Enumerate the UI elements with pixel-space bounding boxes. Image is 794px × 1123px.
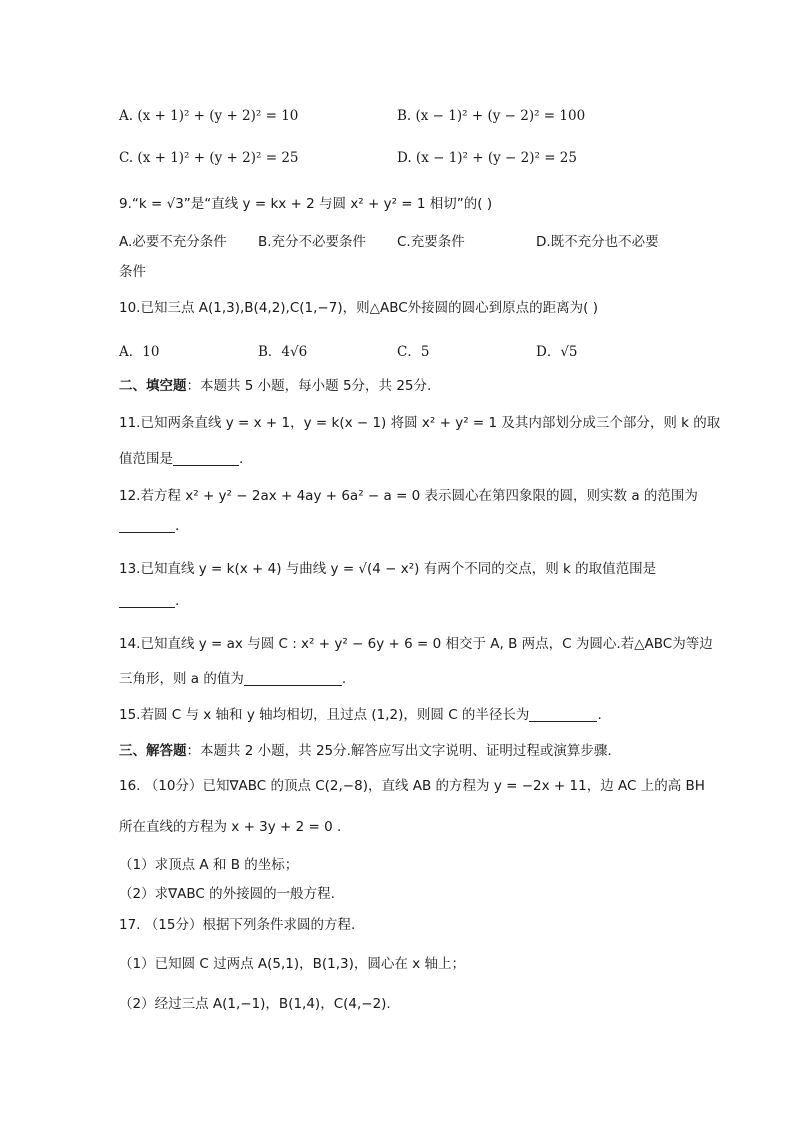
- q10-option-b: B．4√6: [258, 344, 308, 360]
- q9-option-d: D.既不充分也不必要: [536, 234, 659, 250]
- section-3-heading: [119, 739, 612, 759]
- q11-line-2-end: .: [239, 451, 244, 467]
- section-2-title: 二、填空题: [119, 378, 187, 394]
- q9-option-c: C.充要条件: [397, 234, 465, 250]
- q14-line-2: [119, 667, 346, 687]
- q14-line-2-end: .: [341, 671, 347, 687]
- q10-option-c: C．5: [397, 344, 430, 360]
- section-3-title: 三、解答题: [119, 743, 187, 759]
- q16-line-1: 16. （10分）已知∇ABC 的顶点 C(2,−8)，直线 AB 的方程为 y = −2x + 11，边 AC 上的高 BH: [119, 778, 705, 794]
- q12-answer-blank[interactable]: [119, 518, 175, 533]
- q15-line: [119, 703, 602, 723]
- q12-line-1: 12.若方程 x² + y² − 2ax + 4ay + 6a² − a = 0 表示圆心在第四象限的圆，则实数 a 的范围为: [119, 488, 698, 504]
- q17-part-2: （2）经过三点 A(1,−1)，B(1,4)，C(4,−2).: [119, 996, 391, 1012]
- q15-text: 15.若圆 C 与 x 轴和 y 轴均相切，且过点 (1,2)，则圆 C 的半径长为: [119, 707, 530, 723]
- q14-answer-blank[interactable]: [244, 671, 342, 686]
- q12-line-2-end: .: [175, 518, 180, 534]
- q10-option-d: D．√5: [536, 344, 578, 360]
- q16-line-2: 所在直线的方程为 x + 3y + 2 = 0 .: [119, 819, 342, 835]
- q17-part-1: （1）已知圆 C 过两点 A(5,1)，B(1,3)，圆心在 x 轴上；: [119, 956, 465, 972]
- q14-line-1: 14.已知直线 y = ax 与圆 C : x² + y² − 6y + 6 = 0 相交于 A, B 两点，C 为圆心.若△ABC为等边: [119, 636, 713, 652]
- section-3-desc: ：本题共 2 小题，共 25分.解答应写出文字说明、证明过程或演算步骤.: [186, 743, 612, 759]
- q14-line-2-text: 三角形，则 a 的值为: [119, 671, 244, 687]
- q11-line-1: 11.已知两条直线 y = x + 1，y = k(x − 1) 将圆 x² + y² = 1 及其内部划分成三个部分，则 k 的取: [119, 415, 721, 431]
- q8-option-a: A. (x + 1)² + (y + 2)² = 10: [119, 108, 299, 124]
- q10-stem: 10.已知三点 A(1,3),B(4,2),C(1,−7)，则△ABC外接圆的圆心到原点的距离为( ): [119, 300, 598, 316]
- q9-stem: 9.“k = √3”是“直线 y = kx + 2 与圆 x² + y² = 1 相切”的( ): [119, 196, 493, 212]
- q13-line-1: 13.已知直线 y = k(x + 4) 与曲线 y = √(4 − x²) 有两个不同的交点，则 k 的取值范围是: [119, 561, 657, 577]
- q8-option-b: B. (x − 1)² + (y − 2)² = 100: [397, 108, 586, 124]
- q17-stem: 17. （15分）根据下列条件求圆的方程.: [119, 917, 356, 933]
- q16-part-2: （2）求∇ABC 的外接圆的一般方程.: [119, 886, 335, 902]
- q9-option-a: A.必要不充分条件: [119, 234, 227, 250]
- q13-line-2: [119, 593, 179, 609]
- q13-answer-blank[interactable]: [119, 593, 175, 608]
- q8-option-c: C. (x + 1)² + (y + 2)² = 25: [119, 150, 299, 166]
- q11-line-2: [119, 447, 243, 467]
- q8-option-d: D. (x − 1)² + (y − 2)² = 25: [397, 150, 577, 166]
- q11-line-2-text: 值范围是: [119, 451, 173, 467]
- q13-line-2-end: .: [175, 593, 180, 609]
- q15-end: .: [597, 707, 602, 723]
- q10-option-a: A．10: [119, 344, 160, 360]
- q9-option-b: B.充分不必要条件: [258, 234, 367, 250]
- q9-option-d-continued: 条件: [119, 264, 146, 280]
- q12-line-2: [119, 518, 179, 534]
- q16-part-1: （1）求顶点 A 和 B 的坐标；: [119, 857, 299, 873]
- section-2-desc: ：本题共 5 小题，每小题 5分，共 25分.: [186, 378, 432, 394]
- section-2-heading: [119, 374, 431, 394]
- q15-answer-blank[interactable]: [529, 707, 597, 722]
- q11-answer-blank[interactable]: [173, 451, 239, 466]
